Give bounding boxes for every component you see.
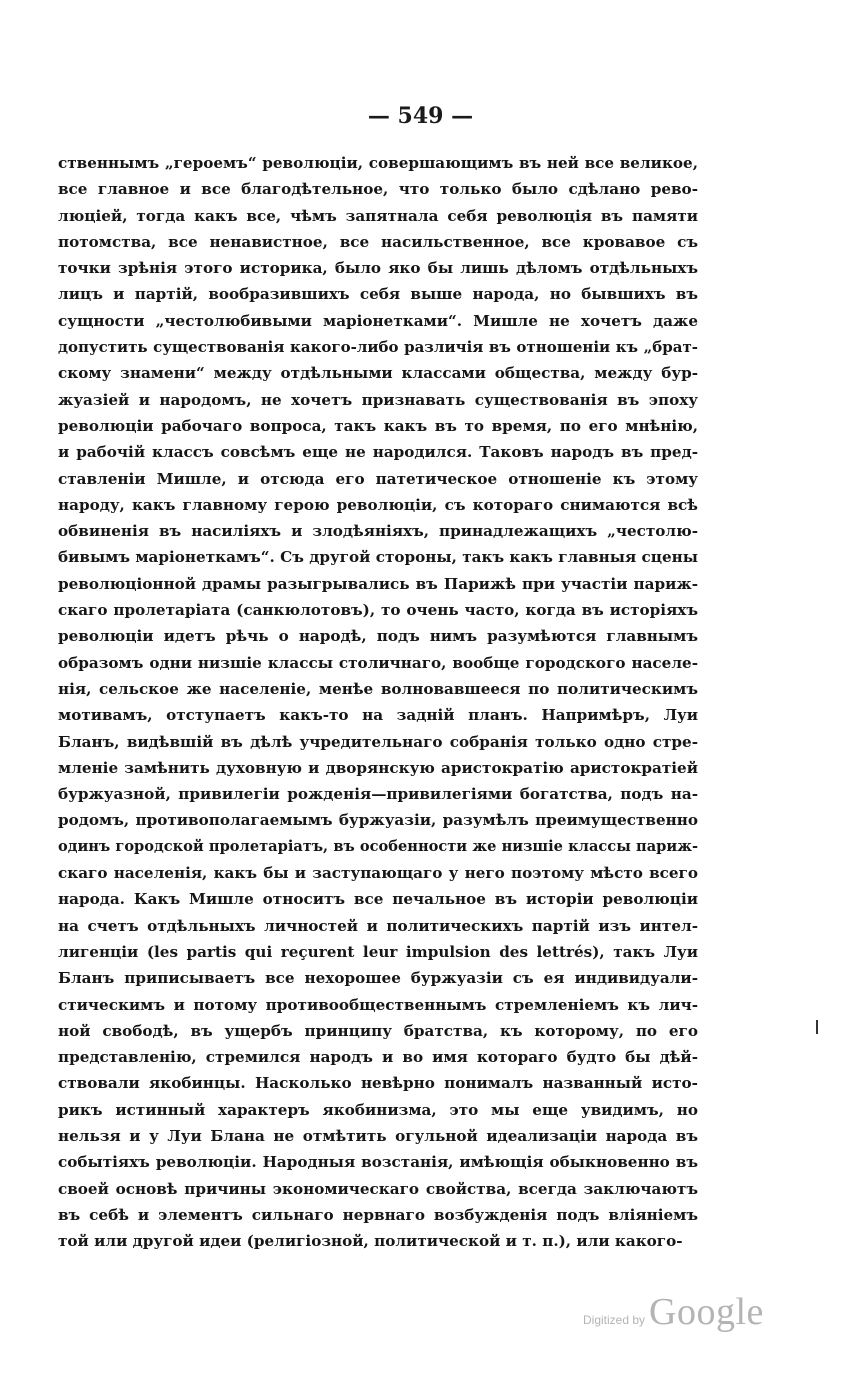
text-line: скаго населенія, какъ бы и заступающаго у него поэтому мѣсто всего <box>58 864 698 883</box>
text-line: рикъ истинный характеръ якобинизма, это мы еще увидимъ, но <box>58 1100 698 1119</box>
text-line: допустить существованія какого-либо различія въ отношеніи къ „брат- <box>58 338 698 357</box>
digitized-by-google-watermark <box>583 1290 764 1334</box>
text-line: точки зрѣнія этого историка, было яко бы лишь дѣломъ отдѣльныхъ <box>58 259 698 278</box>
google-logo: Google <box>649 1291 764 1333</box>
text-line: образомъ одни низшіе классы столичнаго, вообще городского населе- <box>58 653 698 672</box>
text-line: ставленіи Мишле, и отсюда его патетическое отношеніе къ этому <box>58 469 698 488</box>
text-line: и рабочій классъ совсѣмъ еще не народился. Таковъ народъ въ пред- <box>58 443 698 462</box>
text-line: жуазіей и народомъ, не хочетъ признавать существованія въ эпоху <box>58 390 698 409</box>
text-line: народа. Какъ Мишле относитъ все печальное въ исторіи революціи <box>58 890 698 909</box>
text-line: лигенціи (les partis qui reçurent leur impulsion des lettrés), такъ Луи <box>58 942 698 961</box>
text-line: революціи рабочаго вопроса, такъ какъ въ то время, по его мнѣнію, <box>58 416 698 435</box>
text-line: нельзя и у Луи Блана не отмѣтить огульной идеализаціи народа въ <box>58 1126 698 1145</box>
text-line: той или другой идеи (религіозной, политической и т. п.), или какого- <box>58 1232 683 1251</box>
text-line: буржуазной, привилегіи рожденія—привилегіями богатства, подъ на- <box>58 785 698 804</box>
text-line: стическимъ и потому противообщественнымъ стремленіемъ къ лич- <box>58 995 698 1014</box>
text-line: революціонной драмы разыгрывались въ Парижѣ при участіи париж- <box>58 574 698 593</box>
text-line: на счетъ отдѣльныхъ личностей и политическихъ партій изъ интел- <box>58 916 698 935</box>
text-line: скаго пролетаріата (санкюлотовъ), то очень часто, когда въ исторіяхъ <box>58 601 698 620</box>
text-line: ствовали якобинцы. Насколько невѣрно понималъ названный исто- <box>58 1074 698 1093</box>
body-text <box>58 150 698 1254</box>
text-line: обвиненія въ насиліяхъ и злодѣяніяхъ, принадлежащихъ „честолю- <box>58 522 698 541</box>
text-line: мотивамъ, отступаетъ какъ-то на задній планъ. Напримѣръ, Луи <box>58 706 698 725</box>
text-line: все главное и все благодѣтельное, что только было сдѣлано рево- <box>58 180 698 199</box>
text-line: мленіе замѣнить духовную и дворянскую аристократію аристократіей <box>58 758 698 777</box>
watermark-prefix: Digitized by <box>583 1313 646 1327</box>
text-line: Бланъ, видѣвшій въ дѣлѣ учредительнаго собранія только одно стре- <box>58 732 698 751</box>
text-line: бивымъ маріонеткамъ“. Съ другой стороны, такъ какъ главныя сцены <box>58 548 698 567</box>
text-line: событіяхъ революціи. Народныя возстанія, имѣющія обыкновенно въ <box>58 1153 698 1172</box>
page-number: — 549 — <box>367 103 474 129</box>
text-line: лицъ и партій, вообразившихъ себя выше народа, но бывшихъ въ <box>58 285 698 304</box>
margin-mark <box>816 1020 818 1034</box>
text-line: скому знамени“ между отдѣльными классами общества, между бур- <box>58 364 698 383</box>
text-line: представленію, стремился народъ и во имя котораго будто бы дѣй- <box>58 1048 698 1067</box>
text-line: своей основѣ причины экономическаго свойства, всегда заключаютъ <box>58 1179 698 1198</box>
text-line: потомства, все ненавистное, все насильственное, все кровавое съ <box>58 232 698 251</box>
text-line: люціей, тогда какъ все, чѣмъ запятнала себя революція въ памяти <box>58 206 698 225</box>
text-line: одинъ городской пролетаріатъ, въ особенности же низшіе классы париж- <box>58 837 698 855</box>
text-line: ной свободѣ, въ ущербъ принципу братства, къ которому, по его <box>58 1021 698 1040</box>
text-line: сущности „честолюбивыми маріонетками“. Мишле не хочетъ даже <box>58 311 698 330</box>
text-line: нія, сельское же населеніе, менѣе волновавшееся по политическимъ <box>58 679 698 698</box>
text-line: революціи идетъ рѣчь о народѣ, подъ нимъ разумѣются главнымъ <box>58 627 698 646</box>
text-line: народу, какъ главному герою революціи, съ котораго снимаются всѣ <box>58 495 698 514</box>
text-line: въ себѣ и элементъ сильнаго нервнаго возбужденія подъ вліяніемъ <box>58 1205 698 1224</box>
text-line: ственнымъ „героемъ“ революціи, совершающимъ въ ней все великое, <box>58 154 698 172</box>
text-line: Бланъ приписываетъ все нехорошее буржуазіи съ ея индивидуали- <box>58 969 698 988</box>
text-line: родомъ, противополагаемымъ буржуазіи, разумѣлъ преимущественно <box>58 811 698 830</box>
